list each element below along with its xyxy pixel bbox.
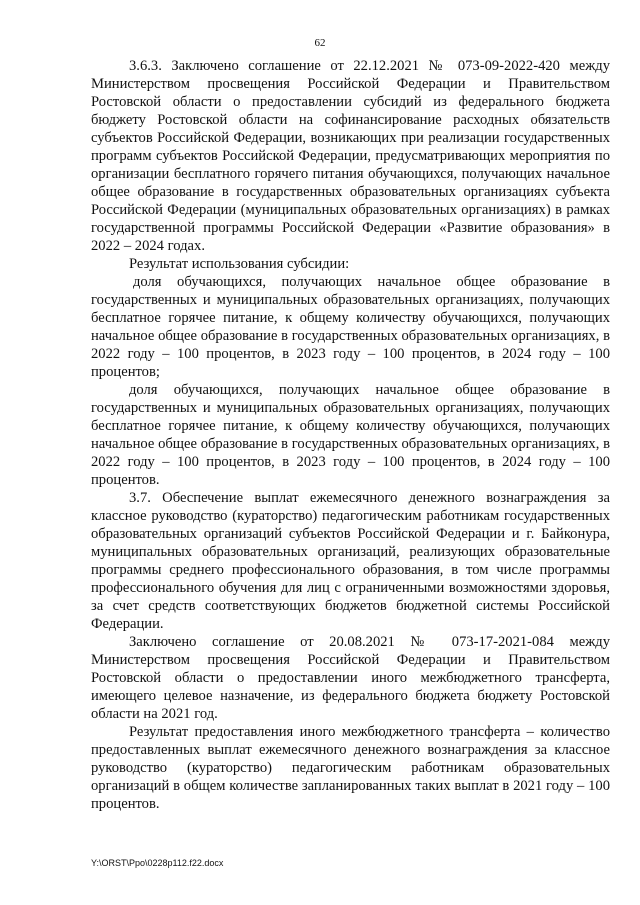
footer-file-path: Y:\ORST\Ppo\0228p112.f22.docx [91,858,224,868]
paragraph-transfer-result: Результат предоставления иного межбюджетного трансферта – количество предоставленных выплат ежемесячного денежного вознаграждения за классное руководство (кураторство) педагогическим работникам образовательных организаций в общем количестве запланированных таких выплат в 2021 году – 100 процентов. [91,724,610,812]
document-body [91,57,610,813]
paragraph-result-indicator-1: доля обучающихся, получающих начальное общее образование в государственных и муниципальных образовательных организациях, получающих бесплатное горячее питание, к общему количеству обучающихся, получающих начальное общее образование в государственных образовательных организациях, в 2022 году – 100 процентов, в 2023 году – 100 процентов, в 2024 году – 100 процентов; [91,274,610,380]
paragraph-agreement-subsidy: 3.6.3. Заключено соглашение от 22.12.2021 № 073-09-2022-420 между Министерством просвещения Российской Федерации и Правительством Ростовской области о предоставлении субсидий из федерального бюджета бюджету Ростовской области на софинансирование расходных обязательств субъектов Российской Федерации, возникающих при реализации государственных программ субъектов Российской Федерации, предусматривающих мероприятия по организации бесплатного горячего питания обучающихся, получающих начальное общее образование в государственных образовательных организациях субъекта Российской Федерации (муниципальных образовательных организациях) в рамках государственной программы Российской Федерации «Развитие образования» в 2022 – 2024 годах. [91,58,610,254]
paragraph-section-3-7: 3.7. Обеспечение выплат ежемесячного денежного вознаграждения за классное руководство (кураторство) педагогическим работникам государственных образовательных организаций субъектов Российской Федерации и г. Байконура, муниципальных образовательных организаций, реализующих образовательные программы среднего профессионального образования, в том числе программы профессионального обучения для лиц с ограниченными возможностями здоровья, за счет средств соответствующих бюджетов бюджетной системы Российской Федерации. [91,490,610,632]
paragraph-agreement-transfer: Заключено соглашение от 20.08.2021 № 073-17-2021-084 между Министерством просвещения Российской Федерации и Правительством Ростовской области о предоставлении иного межбюджетного трансферта, имеющего целевое назначение, из федерального бюджета бюджету Ростовской области на 2021 год. [91,634,610,722]
paragraph-result-indicator-2: доля обучающихся, получающих начальное общее образование в государственных и муниципальных образовательных организациях, получающих бесплатное горячее питание, к общему количеству обучающихся, получающих начальное общее образование в государственных образовательных организациях, в 2022 году – 100 процентов, в 2023 году – 100 процентов, в 2024 году – 100 процентов. [91,382,610,488]
page-number: 62 [314,37,326,49]
paragraph-subsidy-result-heading: Результат использования субсидии: [129,256,350,272]
